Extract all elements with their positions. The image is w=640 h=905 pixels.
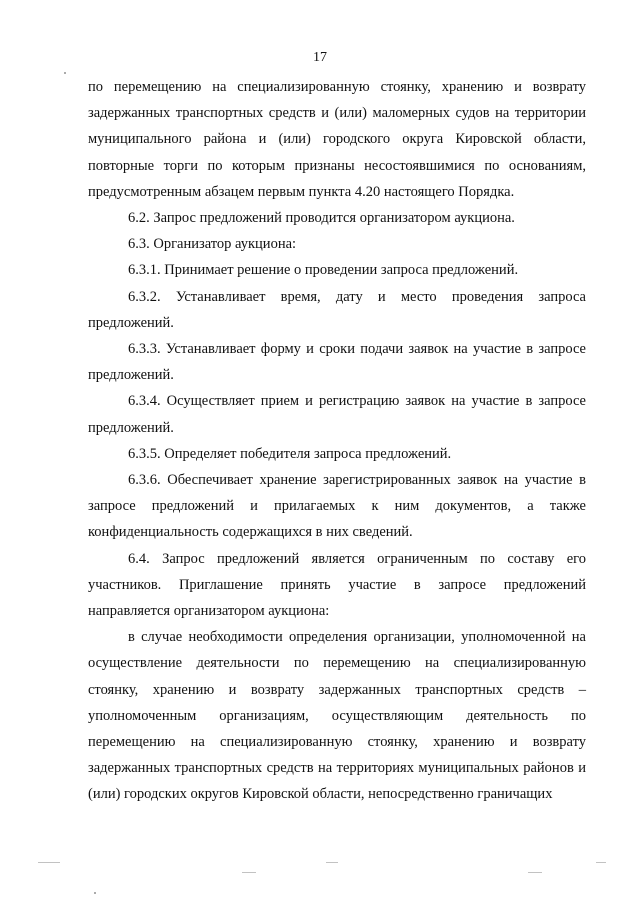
- paragraph: в случае необходимости определения организации, уполномоченной на осуществление деятельности по перемещению на специализированную стоянку, хранению и возврату задержанных транспортных средств – уполномоченным организациям, осуществляющим деятельность по перемещению на специализированную стоянку, хранению и возврату задержанных транспортных средств на территориях муниципальных районов и (или) городских округов Кировской области, непосредственно граничащих: [88, 629, 586, 803]
- paragraph: 6.3.4. Осуществляет прием и регистрацию заявок на участие в запросе предложений.: [88, 393, 586, 436]
- paragraph: 6.3.6. Обеспечивает хранение зарегистрированных заявок на участие в запросе предложений и прилагаемых к ним документов, а также конфиденциальность содержащихся в них сведений.: [88, 472, 586, 541]
- paragraph: 6.3.3. Устанавливает форму и сроки подачи заявок на участие в запросе предложений.: [88, 341, 586, 384]
- paragraph: 6.3. Организатор аукциона:: [128, 236, 297, 253]
- paragraph: 6.3.5. Определяет победителя запроса предложений.: [128, 445, 452, 462]
- paragraph: 6.3.1. Принимает решение о проведении запроса предложений.: [128, 262, 519, 279]
- scan-artifact: [528, 872, 542, 873]
- paragraph: 6.3.2. Устанавливает время, дату и место проведения запроса предложений.: [88, 288, 586, 331]
- scan-artifact: [38, 862, 60, 863]
- paragraph: по перемещению на специализированную стоянку, хранению и возврату задержанных транспортных средств и (или) маломерных судов на территории муниципального района и (или) городского округа Кировской области, повторные торги по которым признаны несостоявшимися по основаниям, предусмотренным абзацем первым пункта 4.20 настоящего Порядка.: [88, 79, 586, 200]
- scan-artifact: [64, 72, 66, 74]
- page-number: 17: [313, 50, 327, 65]
- scan-artifact: [326, 862, 338, 863]
- scan-artifact: [94, 892, 96, 894]
- scan-artifact: [596, 862, 606, 863]
- paragraph: 6.4. Запрос предложений является ограниченным по составу его участников. Приглашение принять участие в запросе предложений направляется организатором аукциона:: [88, 550, 586, 620]
- paragraph: 6.2. Запрос предложений проводится организатором аукциона.: [128, 210, 515, 227]
- document-body: [88, 74, 586, 808]
- scan-artifact: [242, 872, 256, 873]
